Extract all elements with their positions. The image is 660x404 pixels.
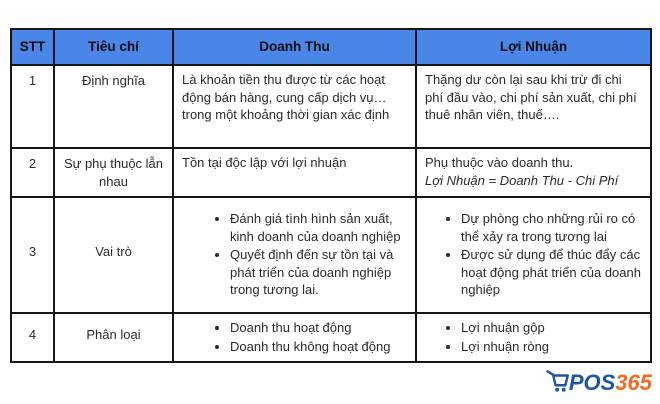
comparison-table — [10, 28, 652, 363]
profit-cell — [416, 148, 651, 197]
profit-text: Phụ thuộc vào doanh thu. — [425, 155, 574, 170]
header-cell-loi-nhuan: Lợi Nhuận — [416, 29, 651, 65]
revenue-bullet-list — [182, 210, 407, 299]
profit-bullet-list — [425, 319, 642, 355]
row-number: 4 — [11, 313, 54, 362]
row-number: 3 — [11, 197, 54, 313]
header-cell-tieu-chi: Tiêu chí — [54, 29, 173, 65]
criteria-cell: Vai trò — [54, 197, 173, 313]
revenue-cell: Là khoản tiền thu được từ các hoạt động bán hàng, cung cấp dịch vụ… trong một khoảng thời gian xác định — [173, 65, 416, 148]
criteria-cell: Sự phụ thuộc lẫn nhau — [54, 148, 173, 197]
row-number: 2 — [11, 148, 54, 197]
pos365-logo — [545, 367, 652, 399]
header-cell-doanh-thu: Doanh Thu — [173, 29, 416, 65]
revenue-cell: Tồn tại độc lập với lợi nhuận — [173, 148, 416, 197]
table-row — [11, 313, 651, 362]
profit-cell: Thặng dư còn lại sau khi trừ đi chi phí đầu vào, chi phí sản xuất, chi phí thuê nhân viên, thuế…. — [416, 65, 651, 148]
shopping-cart-icon — [545, 369, 571, 400]
bullet-item: • Doanh thu hoạt động — [230, 319, 407, 337]
header-cell-stt: STT — [11, 29, 54, 65]
criteria-cell: Phân loại — [54, 313, 173, 362]
table-row — [11, 197, 651, 313]
bullet-item: • Dự phòng cho những rủi ro có thể xảy ra trong tương lai — [461, 210, 642, 245]
bullet-item: • Lợi nhuận ròng — [461, 338, 642, 356]
profit-cell — [416, 313, 651, 362]
bullet-item: • Lợi nhuận gộp — [461, 319, 642, 337]
revenue-cell — [173, 313, 416, 362]
row-number: 1 — [11, 65, 54, 148]
logo-text-365: 365 — [615, 370, 652, 395]
profit-bullet-list — [425, 210, 642, 299]
header-row — [11, 29, 651, 65]
revenue-bullet-list — [182, 319, 407, 355]
profit-cell — [416, 197, 651, 313]
logo-text-pos: POS — [568, 370, 616, 395]
bullet-item: • Đánh giá tình hình sản xuất, kinh doanh của doanh nghiệp — [230, 210, 407, 245]
bullet-item: • Quyết định đến sự tồn tại và phát triển của doanh nghiệp trong tương lai. — [230, 246, 407, 299]
bullet-item: • Doanh thu không hoạt động — [230, 338, 407, 356]
bullet-item: • Được sử dụng để thúc đẩy các hoạt động phát triển của doanh nghiệp — [461, 246, 642, 299]
table-row — [11, 148, 651, 197]
criteria-cell: Định nghĩa — [54, 65, 173, 148]
revenue-cell — [173, 197, 416, 313]
profit-formula: Lợi Nhuận = Doanh Thu - Chi Phí — [425, 172, 619, 188]
table-row — [11, 65, 651, 148]
